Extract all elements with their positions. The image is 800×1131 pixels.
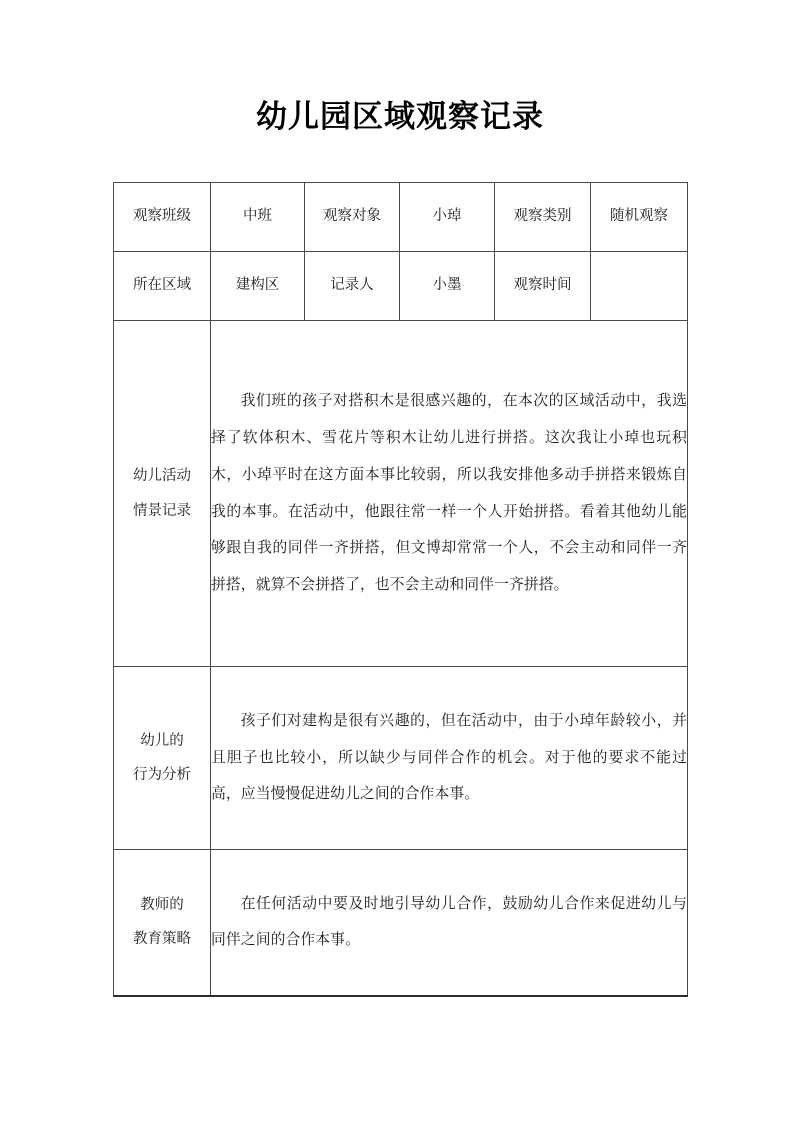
section-body-activity-record	[211, 321, 688, 667]
table-row	[114, 850, 688, 996]
table-row	[114, 667, 688, 850]
section-label-line: 教师的	[140, 897, 184, 914]
table-row	[114, 183, 688, 252]
section-body-teaching-strategy	[211, 850, 688, 996]
field-label-observation-subject: 观察对象	[305, 183, 400, 252]
field-value-observation-time	[591, 252, 688, 321]
section-paragraph: 在任何活动中要及时地引导幼儿合作，鼓励幼儿合作来促进幼儿与同伴之间的合作本事。	[211, 894, 687, 949]
section-paragraph: 孩子们对建构是很有兴趣的，但在活动中，由于小琸年龄较小，并且胆子也比较小，所以缺少与同伴合作的机会。对于他的要求不能过高，应当慢慢促进幼儿之间的合作本事。	[211, 711, 687, 803]
field-value-observation-class: 中班	[211, 183, 305, 252]
field-label-recorder: 记录人	[305, 252, 400, 321]
section-label-line: 幼儿的	[140, 732, 184, 749]
observation-record-table	[113, 182, 688, 997]
section-label-activity-record	[114, 321, 211, 667]
field-value-observation-subject: 小琸	[400, 183, 495, 252]
field-label-observation-category: 观察类别	[495, 183, 591, 252]
field-value-area: 建构区	[211, 252, 305, 321]
section-label-line: 教育策略	[133, 931, 191, 948]
section-label-line: 幼儿活动	[133, 468, 191, 485]
field-label-observation-class: 观察班级	[114, 183, 211, 252]
section-label-behavior-analysis	[114, 667, 211, 850]
field-label-observation-time: 观察时间	[495, 252, 591, 321]
section-label-line: 行为分析	[133, 767, 191, 783]
table-row	[114, 252, 688, 321]
table-row	[114, 321, 688, 667]
field-value-observation-category: 随机观察	[591, 183, 688, 252]
field-label-area: 所在区域	[114, 252, 211, 321]
section-paragraph: 我们班的孩子对搭积木是很感兴趣的，在本次的区域活动中，我选择了软体积木、雪花片等积木让幼儿进行拼搭。这次我让小琸也玩积木，小琸平时在这方面本事比较弱，所以我安排他多动手拼搭来锻炼自我的本事。在活动中，他跟往常一样一个人开始拼搭。看着其他幼儿能够跟自我的同伴一齐拼搭，但文博却常常一个人，不会主动和同伴一齐拼搭，就算不会拼搭了，也不会主动和同伴一齐拼搭。	[211, 392, 687, 593]
field-value-recorder: 小墨	[400, 252, 495, 321]
section-label-teaching-strategy	[114, 850, 211, 996]
section-label-line: 情景记录	[133, 502, 191, 519]
section-body-behavior-analysis	[211, 667, 688, 850]
page-title: 幼儿园区域观察记录	[256, 99, 544, 135]
